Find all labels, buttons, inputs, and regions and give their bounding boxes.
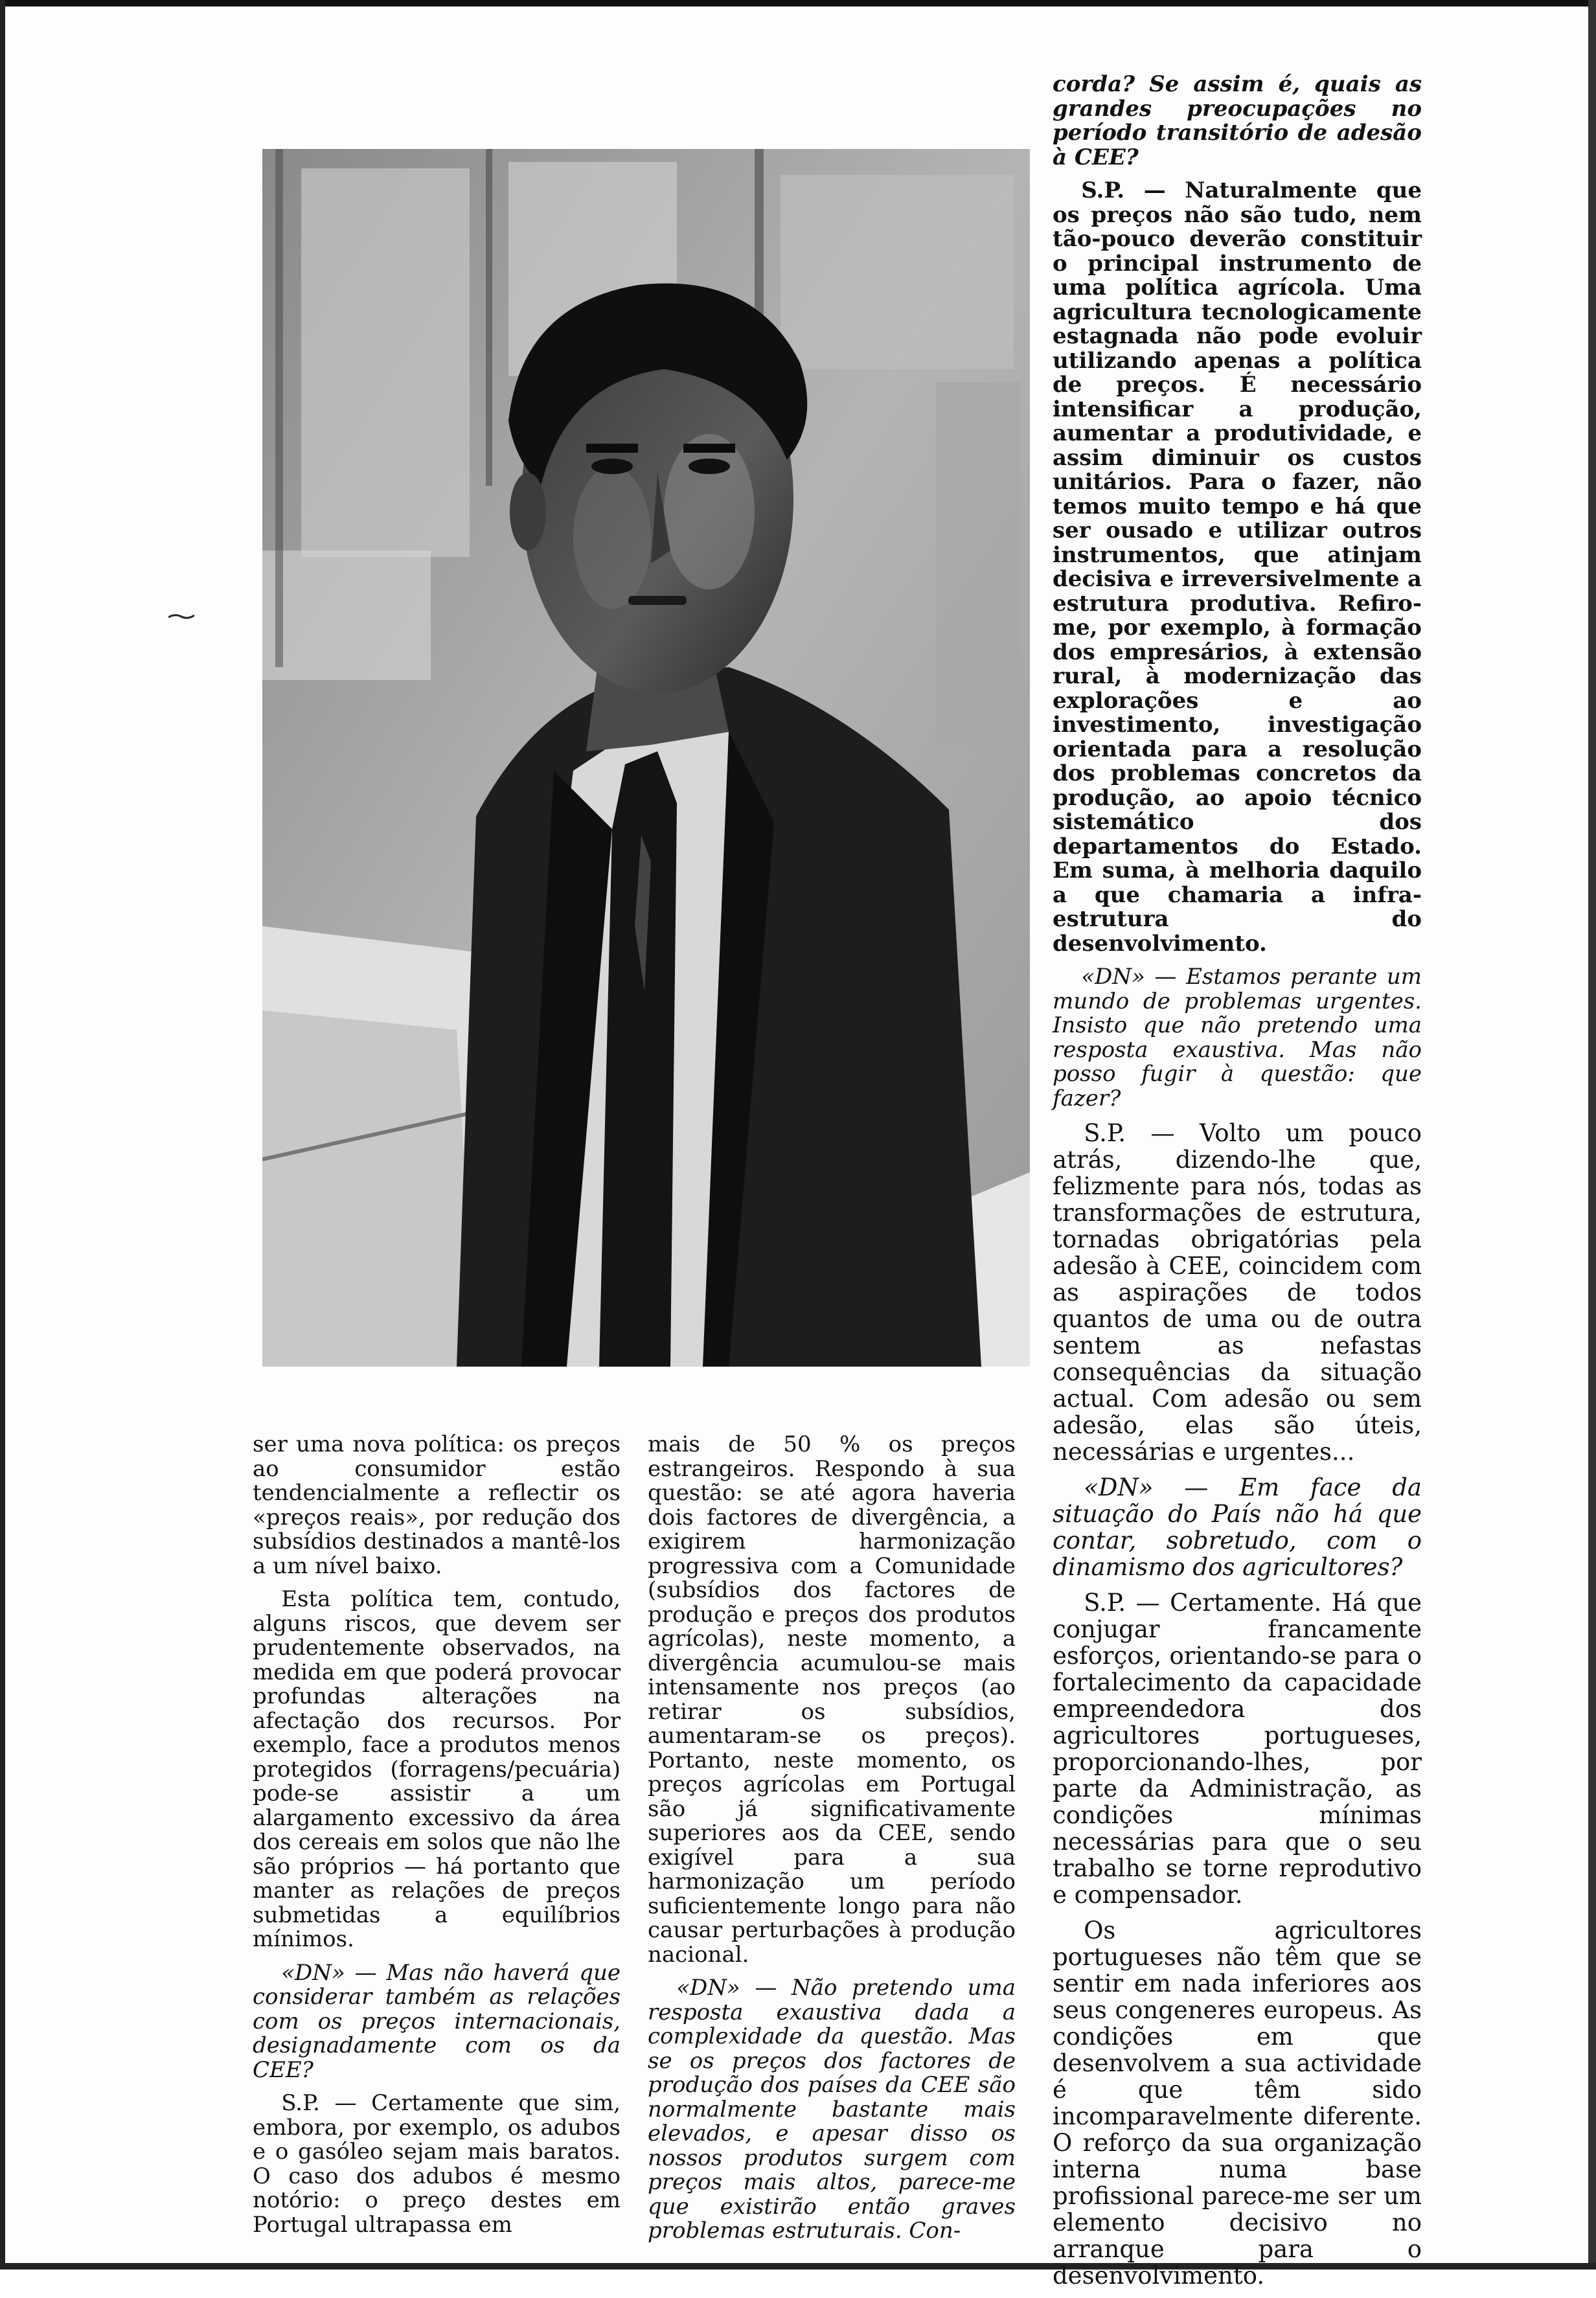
body-paragraph: mais de 50 % os preços estrangeiros. Respondo à sua questão: se até agora haveria dois factores de divergência, a exigirem harmonização progressiva com a Comunidade (subsídios dos factores de produção e preços dos produtos agrícolas), neste momento, a divergência acumulou-se mais intensamente nos preços (ao retirar os subsídios, aumentaram-se os preços). Portanto, neste momento, os preços agrícolas em Portugal são já significativamente superiores aos da CEE, sendo exigível para a sua harmonização um período suficientemente longo para não causar perturbações à produção nacional. (648, 1431, 1016, 1968)
body-paragraph: Os agricultores portugueses não têm que se sentir em nada inferiores aos seus congeneres europeus. As condições em que desenvolvem a sua actividade é que têm sido incomparavelmente diferente. O reforço da sua organização interna numa base profissional parece-me ser um elemento decisivo no arranque para o desenvolvimento. (1053, 1917, 1422, 2290)
article-column-3 (1053, 73, 1422, 2298)
answer-paragraph: S.P. — Naturalmente que os preços não são tudo, nem tão-pouco deverão constituir o principal instrumento de uma política agrícola. Uma agricultura tecnologicamente estagnada não pode evoluir utilizando apenas a política de preços. É necessário intensificar a produção, aumentar a produtividade, e assim diminuir os custos unitários. Para o fazer, não temos muito tempo e há que ser ousado e utilizar outros instrumentos, que atinjam decisiva e irreversivelmente a estrutura produtiva. Refiro-me, por exemplo, à formação dos empresários, à extensão rural, à modernização das explorações e ao investimento, investigação orientada para a resolução dos problemas concretos da produção, ao apoio técnico sistemático dos departamentos do Estado. Em suma, à melhoria daquilo a que chamaria a infra-estrutura do desenvolvimento. (1053, 177, 1422, 957)
question-paragraph: «DN» — Estamos perante um mundo de problemas urgentes. Insisto que não pretendo uma resposta exaustiva. Mas não posso fugir à questão: que fazer? (1053, 964, 1422, 1111)
question-paragraph: «DN» — Em face da situação do País não há que contar, sobretudo, com o dinamismo dos agricultores? (1053, 1473, 1422, 1581)
left-border (0, 0, 5, 2270)
question-continuation: corda? Se assim é, quais as grandes preocupações no período transitório de adesão à CEE? (1053, 71, 1422, 170)
right-border (1588, 0, 1596, 2270)
article-column-1 (253, 1433, 621, 2246)
article-column-2 (648, 1433, 1016, 2253)
answer-paragraph: S.P. — Certamente que sim, embora, por exemplo, os adubos e o gasóleo sejam mais baratos. O caso dos adubos é mesmo notório: o preço destes em Portugal ultrapassa em (253, 2090, 621, 2238)
question-paragraph: «DN» — Mas não haverá que considerar também as relações com os preços internacionais, designadamente com os da CEE? (253, 1959, 621, 2083)
body-paragraph: ser uma nova política: os preços ao consumidor estão tendencialmente a reflectir os «preços reais», por redução dos subsídios destinados a mantê-los a um nível baixo. (253, 1431, 621, 1579)
ink-speck (168, 612, 194, 621)
answer-paragraph: S.P. — Certamente. Há que conjugar francamente esforços, orientando-se para o fortalecimento da capacidade empreendedora dos agricultores portugueses, proporcionando-lhes, por parte da Administração, as condições mínimas necessárias para que o seu trabalho se torne reprodutivo e compensador. (1053, 1589, 1422, 1909)
interviewee-photo (262, 149, 1030, 1367)
photo-illustration (262, 149, 1030, 1367)
body-paragraph: Esta política tem, contudo, alguns riscos, que devem ser prudentemente observados, na medida em que poderá provocar profundas alterações na afectação dos recursos. Por exemplo, face a produtos menos protegidos (forragens/pecuária) pode-se assistir a um alargamento excessivo da área dos cereais em solos que não lhe são próprios — há portanto que manter as relações de preços submetidas a equilíbrios mínimos. (253, 1586, 621, 1952)
top-border (0, 0, 1596, 6)
answer-paragraph: S.P. — Volto um pouco atrás, dizendo-lhe que, felizmente para nós, todas as transformações de estrutura, tornadas obrigatórias pela adesão à CEE, coincidem com as aspirações de todos quantos de uma ou de outra sentem as nefastas consequências da situação actual. Com adesão ou sem adesão, elas são úteis, necessárias e urgentes... (1053, 1119, 1422, 1466)
question-paragraph: «DN» — Não pretendo uma resposta exaustiva dada a complexidade da questão. Mas se os preços dos factores de produção dos países da CEE são normalmente bastante mais elevados, e apesar disso os nossos produtos surgem com preços mais altos, parece-me que existirão então graves problemas estruturais. Con- (648, 1975, 1016, 2244)
